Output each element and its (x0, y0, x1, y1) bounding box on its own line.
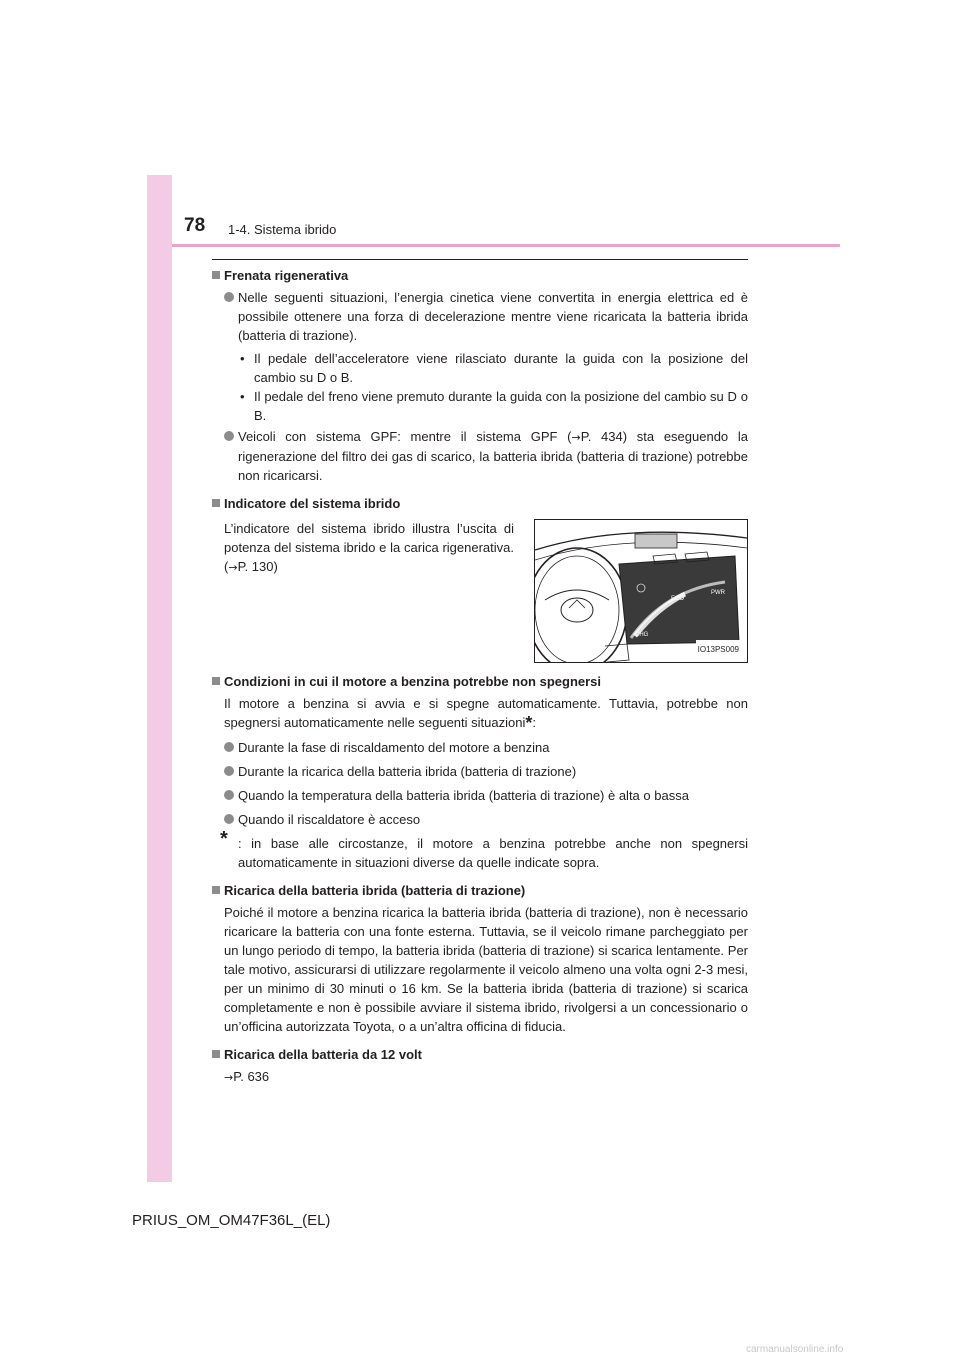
sub-item (212, 349, 748, 387)
sub-item-text: Il pedale del freno viene premuto durante la guida con la posizione del cambio su D o B. (254, 389, 748, 423)
bullet-text: Nelle seguenti situazioni, l’energia cinetica viene convertita in energia elettrica ed è possibile ottenere una forza di decelerazione mentre viene ricaricata la batteria ibrida (batteria di trazione). (238, 290, 748, 343)
intro-colon: : (532, 715, 536, 730)
footnote (212, 828, 748, 872)
ricarica-12v-reference (212, 1067, 748, 1087)
heading-indicatore: Indicatore del sistema ibrido (212, 494, 748, 513)
indicator-text-pre: L’indicatore del sistema ibrido illustra l’uscita di potenza del sistema ibrido e la carica rigenerativa. ( (224, 521, 514, 574)
bullet-item (212, 288, 748, 345)
header-rule (172, 244, 840, 247)
bullet-dot-icon (224, 814, 234, 824)
page-number: 78 (184, 215, 206, 236)
page-content (212, 266, 748, 1087)
bullet-dot-icon (224, 292, 234, 302)
heading-ricarica: Ricarica della batteria ibrida (batteria di trazione) (212, 881, 748, 900)
document-code: PRIUS_OM_OM47F36L_(EL) (132, 1212, 331, 1229)
section-title: 1-4. Sistema ibrido (228, 222, 337, 237)
heading-ricarica-12v: Ricarica della batteria da 12 volt (212, 1045, 748, 1064)
list-item-text: Durante la fase di riscaldamento del motore a benzina (238, 740, 550, 755)
ricarica-text: Poiché il motore a benzina ricarica la batteria ibrida (batteria di trazione), non è necessario ricaricare la batteria con una fonte esterna. Tuttavia, se il veicolo rimane parcheggiato per un lungo periodo di tempo, la batteria ibrida (batteria di trazione) si scarica lentamente. Per tale motivo, assicurarsi di utilizzare regolarmente il veicolo almeno una volta ogni 2-3 mesi, per un minimo di 30 minuti o 16 km. Se la batteria ibrida (batteria di trazione) si scarica completamente e non è possibile avviare il sistema ibrido, rivolgersi a un concessionario o un’officina autorizzata Toyota, o a un’altra officina di fiducia. (224, 905, 748, 1034)
figure-code: IO13PS009 (696, 640, 741, 659)
list-item (212, 762, 748, 781)
heading-condizioni: Condizioni in cui il motore a benzina potrebbe non spegnersi (212, 672, 748, 691)
asterisk-icon: * (220, 828, 228, 850)
bullet-dot-icon (224, 766, 234, 776)
arrow-icon: → (228, 561, 238, 574)
page-reference-link[interactable]: P. 636 (233, 1069, 270, 1084)
intro-text: Il motore a benzina si avvia e si spegne automaticamente. Tuttavia, potrebbe non spegnersi automaticamente nelle seguenti situazioni (224, 696, 748, 730)
watermark: carmanualsonline.info (746, 1344, 844, 1355)
sub-bullet-icon: • (240, 389, 245, 404)
sub-item (212, 387, 748, 425)
bullet-dot-icon (224, 431, 234, 441)
heading-frenata: Frenata rigenerativa (212, 266, 748, 285)
hybrid-indicator-illustration (534, 519, 748, 663)
illustration-row (212, 519, 748, 663)
footnote-text: : in base alle circostanze, il motore a benzina potrebbe anche non spegnersi automaticamente in situazioni diverse da quelle indicate sopra. (238, 836, 748, 870)
list-item (212, 786, 748, 805)
sub-item-text: Il pedale dell’acceleratore viene rilasciato durante la guida con la posizione del cambio su D o B. (254, 351, 748, 385)
chg-label: CHG (635, 632, 649, 638)
list-item-text: Quando il riscaldatore è acceso (238, 812, 421, 827)
pwr-label: PWR (711, 590, 725, 596)
bullet-item (212, 427, 748, 485)
bullet-dot-icon (224, 790, 234, 800)
page-margin-band (147, 175, 172, 1182)
bullet-text-pre: Veicoli con sistema GPF: mentre il sistema GPF ( (238, 429, 572, 444)
arrow-icon: → (571, 431, 581, 444)
asterisk-icon: * (525, 713, 533, 733)
page-reference-link[interactable]: P. 130) (237, 559, 278, 574)
list-item-text: Quando la temperatura della batteria ibrida (batteria di trazione) è alta o bassa (238, 788, 689, 803)
bullet-dot-icon (224, 742, 234, 752)
page-reference-link[interactable]: P. 434) sta eseguendo la rigenerazione del filtro dei gas di scarico, la batteria ibrida (batteria di trazione) potrebbe non ricaricarsi. (238, 429, 748, 483)
content-rule (212, 259, 748, 260)
arrow-icon: → (224, 1071, 234, 1084)
condizioni-intro (212, 694, 748, 733)
list-item-text: Durante la ricarica della batteria ibrida (batteria di trazione) (238, 764, 577, 779)
eco-label: ECO (671, 596, 685, 602)
sub-bullet-icon: • (240, 351, 245, 366)
list-item (212, 810, 748, 829)
list-item (212, 738, 748, 757)
indicator-description (212, 519, 514, 663)
